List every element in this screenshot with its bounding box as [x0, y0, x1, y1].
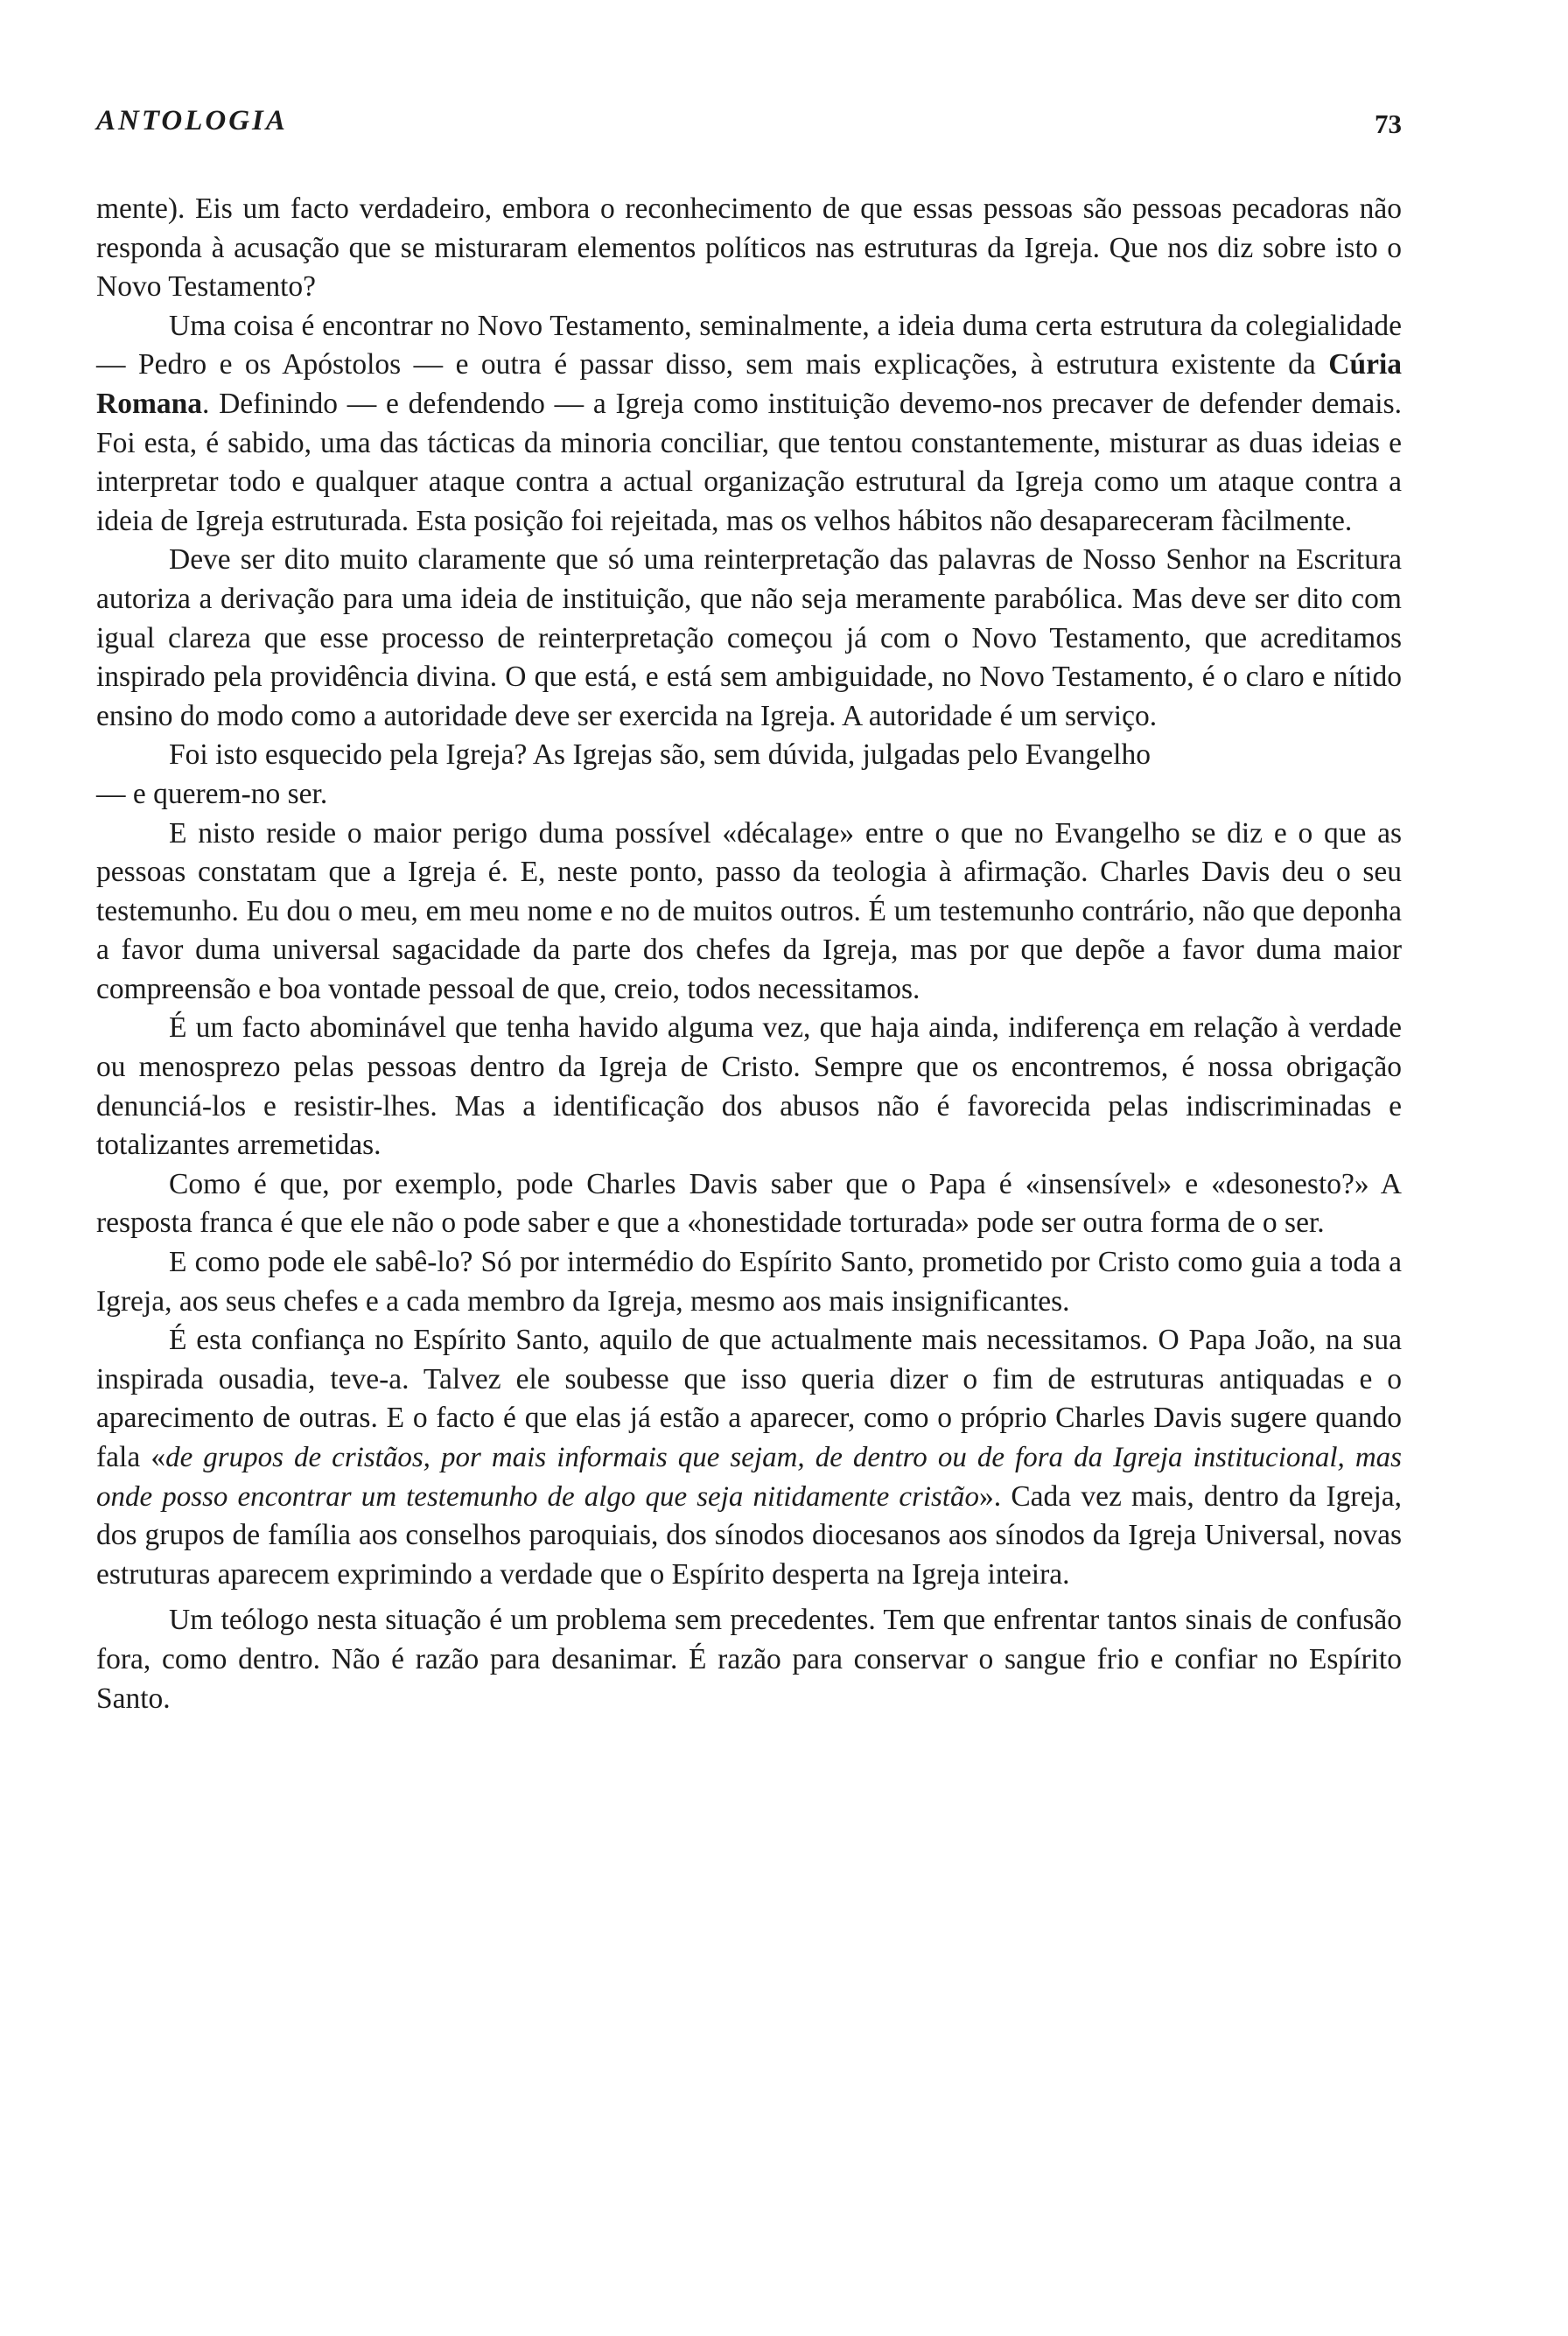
paragraph: Um teólogo nesta situação é um problema sem precedentes. Tem que enfrentar tantos sinais de confusão fora, como dentro. Não é razão para desanimar. É razão para conservar o sangue frio e confiar no Espírito Santo. [96, 1604, 1402, 1715]
paragraph: Como é que, por exemplo, pode Charles Davis saber que o Papa é «insensível» e «desonesto?» A resposta franca é que ele não o pode saber e que a «honestidade torturada» pode ser outra forma de o ser. [96, 1167, 1402, 1240]
page-number: 73 [1375, 108, 1402, 139]
curia-romana-term: Cúria Romana [96, 348, 1402, 420]
paragraph [96, 307, 1402, 542]
paragraph-text: Uma coisa é encontrar no Novo Testamento, seminalmente, a ideia duma certa estrutura da colegialidade — Pedro e os Apóstolos — e outra é passar disso, sem mais explicações, à estrutura existente da [96, 309, 1402, 381]
paragraph: Foi isto esquecido pela Igreja? As Igrejas são, sem dúvida, julgadas pelo Evangelho [169, 738, 1151, 772]
paragraph: É um facto abominável que tenha havido alguma vez, que haja ainda, indiferença em relação à verdade ou menosprezo pelas pessoas dentro da Igreja de Cristo. Sempre que os encontremos, é nossa obrigação denunciá-los e resistir-lhes. Mas a identificação dos abusos não é favorecida pelas indiscriminadas e totalizantes arremetidas. [96, 1011, 1402, 1162]
paragraph-continued: mente). Eis um facto verdadeiro, embora o reconhecimento de que essas pessoas são pessoas pecadoras não responda à acusação que se misturaram elementos políticos nas estruturas da Igreja. Que nos diz sobre isto o Novo Testamento? [96, 192, 1402, 304]
body-text [96, 190, 1402, 1718]
paragraph: E nisto reside o maior perigo duma possível «décalage» entre o que no Evangelho se diz e o que as pessoas constatam que a Igreja é. E, neste ponto, passo da teologia à afirmação. Charles Davis deu o seu testemunho. Eu dou o meu, em meu nome e no de muitos outros. É um testemunho contrário, não que deponha a favor duma universal sagacidade da parte dos chefes da Igreja, mas por que depõe a favor duma maior compreensão e boa vontade pessoal de que, creio, todos necessitamos. [96, 816, 1402, 1005]
paragraph: E como pode ele sabê-lo? Só por intermédio do Espírito Santo, prometido por Cristo como guia a toda a Igreja, aos seus chefes e a cada membro da Igreja, mesmo aos mais insignificantes. [96, 1246, 1402, 1318]
paragraph-text: ». Cada vez mais, dentro da Igreja, dos grupos de família aos conselhos paroquiais, dos sínodos diocesanos aos sínodos da Igreja Universal, novas estruturas aparecem exprimindo a verdade que o Espírito desperta na Igreja inteira. [96, 1479, 1402, 1591]
paragraph-text: . Definindo — e defendendo — a Igreja como instituição devemo-nos precaver de defender demais. Foi esta, é sabido, uma das tácticas da minoria conciliar, que tentou constantemente, misturar as duas ideias e interpretar todo e qualquer ataque contra a actual organização estrutural da Igreja como um ataque contra a ideia de Igreja estruturada. Esta posição foi rejeitada, mas os velhos hábitos não desapareceram fàcilmente. [96, 387, 1402, 537]
paragraph-text: É esta confiança no Espírito Santo, aquilo de que actualmente mais necessitamos. O Papa João, na sua inspirada ousadia, teve-a. Talvez ele soubesse que isso queria dizer o fim de estruturas antiquadas e o aparecimento de outras. E o facto é que elas já estão a aparecer, como o próprio Charles Davis sugere quando fala « [96, 1324, 1402, 1473]
paragraph: Deve ser dito muito claramente que só uma reinterpretação das palavras de Nosso Senhor na Escritura autoriza a derivação para uma ideia de instituição, que não seja meramente parabólica. Mas deve ser dito com igual clareza que esse processo de reinterpretação começou já com o Novo Testamento, que acreditamos inspirado pela providência divina. O que está, e está sem ambiguidade, no Novo Testamento, é o claro e nítido ensino do modo como a autoridade deve ser exercida na Igreja. A autoridade é um serviço. [96, 543, 1402, 732]
paragraph-continued: — e querem-no ser. [96, 777, 328, 810]
running-head [96, 105, 1402, 149]
paragraph [96, 1321, 1402, 1594]
running-title: ANTOLOGIA [96, 105, 288, 136]
italic-quotation: de grupos de cristãos, por mais informais que sejam, de dentro ou de fora da Igreja institucional, mas onde posso encontrar um testemunho de algo que seja nitidamente cristão [96, 1442, 1402, 1513]
